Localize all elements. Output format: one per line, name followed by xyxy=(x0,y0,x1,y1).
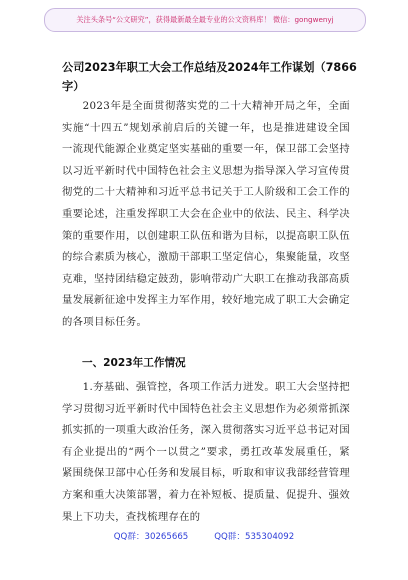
footer-qq-group-2: QQ群：535304092 xyxy=(214,532,295,542)
document-title: 公司2023年职工大会工作总结及2024年工作谋划（7866字） xyxy=(62,61,357,93)
footer-qq-group-1: QQ群：30265665 xyxy=(113,532,189,542)
section-heading: 一、2023年工作情况 xyxy=(82,357,186,369)
body-paragraph xyxy=(62,377,350,528)
paragraph-text: 2023年是全面贯彻落实党的二十大精神开局之年，全面实施“十四五”规划承前启后的关键一年，也是推进建设全国一流现代能源企业奠定坚实基础的重要一年，保卫部工会坚持以习近平新时代中国特色社会主义思想为指导深入学习宣传贯彻党的二十大精神和习近平总书记关于工人阶级和工会工作的重要论述，注重发挥职工大会在企业中的依法、民主、科学决策的重要作用，以创建职工队伍和谐为目标，以提高职工队伍的综合素质为核心，激励干部职工坚定信心，集聚能量，攻坚克难，坚持团结稳定鼓劲，影响带动广大职工在推动我部高质量发展新征途中发挥主力军作用，较好地完成了职工大会确定的各项目标任务。 xyxy=(62,100,350,328)
body-paragraph xyxy=(62,96,350,334)
footer xyxy=(0,530,408,542)
paragraph-text: 1.夯基础、强管控，各项工作活力迸发。职工大会坚持把学习贯彻习近平新时代中国特色社会主义思想作为必须常抓深抓实抓的一项重大政治任务，深入贯彻落实习近平总书记对国有企业提出的“两个一以贯之”要求，勇扛改革发展重任，紧紧围绕保卫部中心任务和发展目标，听取和审议我部经营管理方案和重大决策部署，着力在补短板、提质量、促提升、强效果上下功夫，查找梳理存在的 xyxy=(62,381,350,523)
header-banner: 关注头条号“公文研究”，获得最新最全最专业的公文资料库！ 微信：gongwenyj xyxy=(44,8,366,32)
